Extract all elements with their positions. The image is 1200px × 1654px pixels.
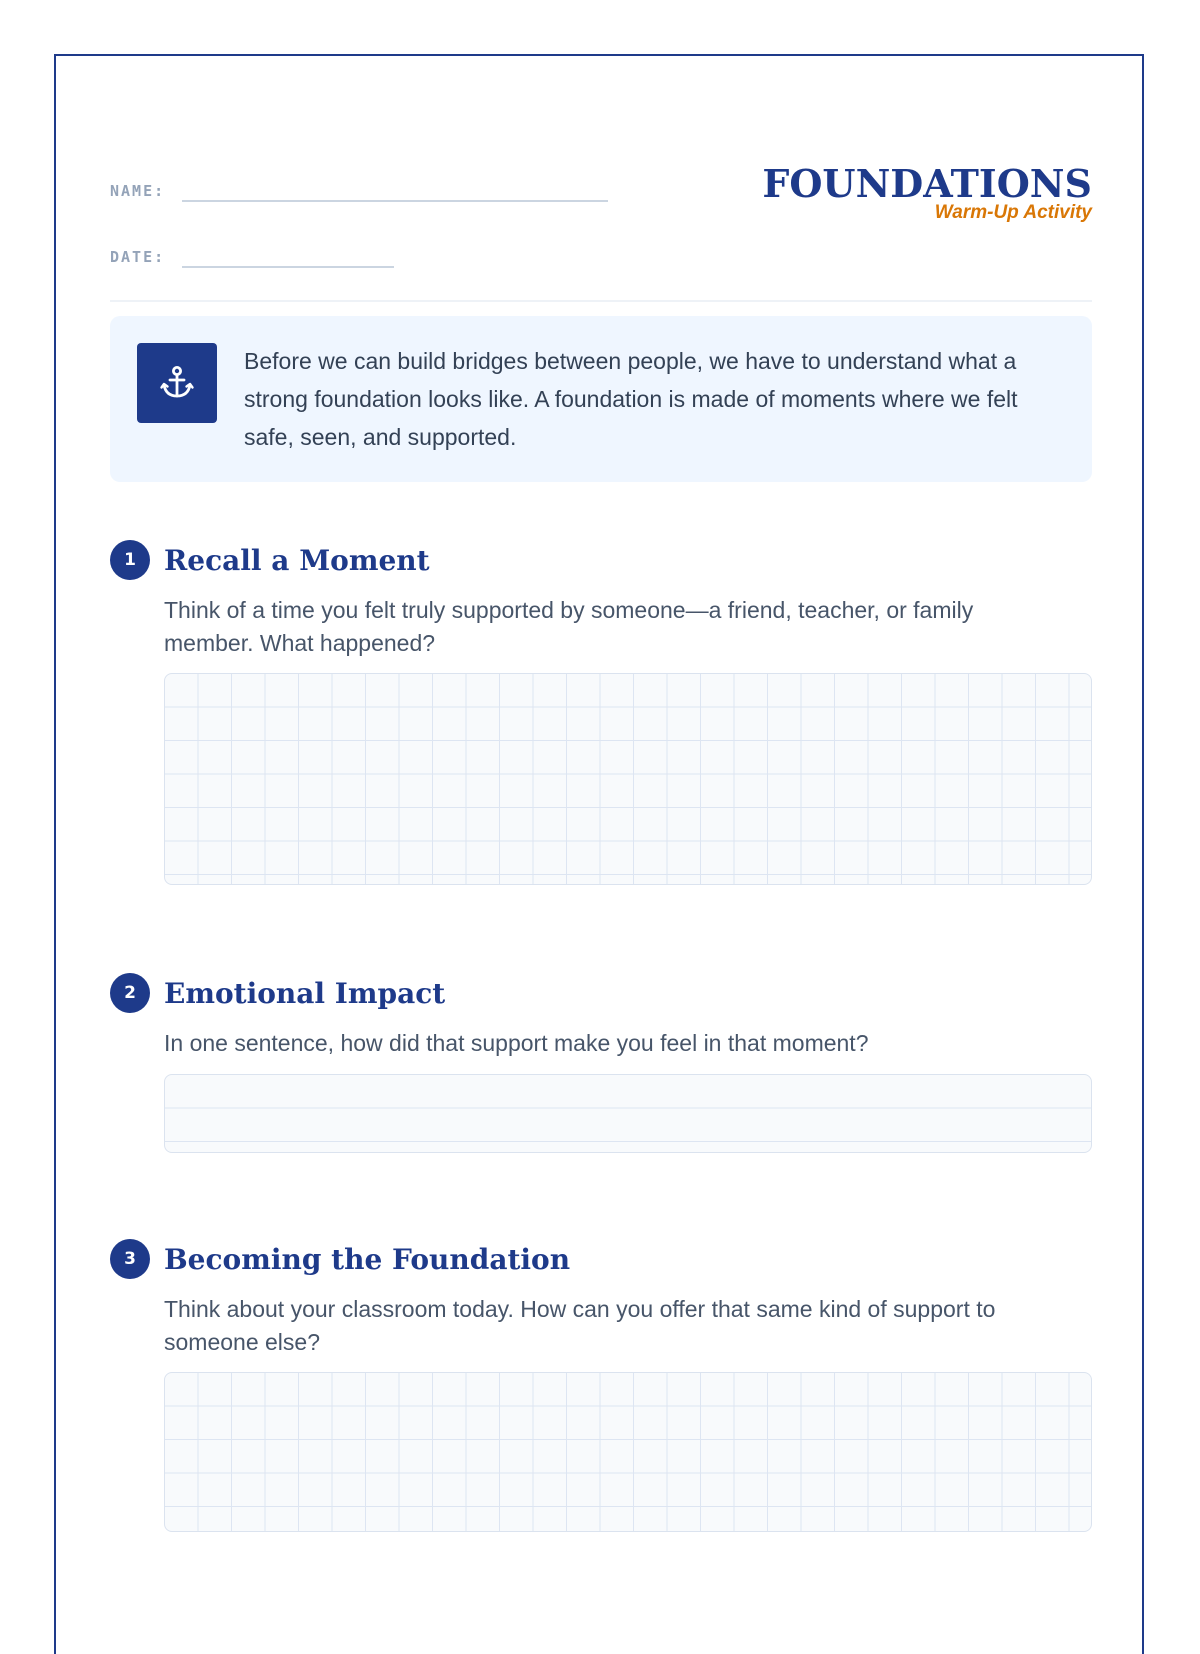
section-becoming-the-foundation bbox=[110, 1239, 1092, 1359]
section-emotional-impact bbox=[110, 973, 1092, 1060]
section-title: Becoming the Foundation bbox=[164, 1242, 571, 1276]
name-field-row bbox=[110, 176, 608, 202]
section-header bbox=[110, 540, 1092, 580]
header-divider bbox=[110, 300, 1092, 302]
date-input-line[interactable] bbox=[182, 242, 394, 268]
section-prompt: Think of a time you felt truly supported by someone—a friend, teacher, or family member. What happened? bbox=[164, 597, 974, 656]
anchor-icon bbox=[157, 363, 197, 403]
intro-text: Before we can build bridges between people, we have to understand what a strong foundation looks like. A foundation is made of moments where we felt safe, seen, and supported. bbox=[244, 348, 1018, 450]
section-prompt: Think about your classroom today. How can you offer that same kind of support to someone else? bbox=[164, 1296, 996, 1355]
section-prompt: In one sentence, how did that support make you feel in that moment? bbox=[164, 1030, 869, 1056]
section-title: Recall a Moment bbox=[164, 543, 430, 577]
section-header bbox=[110, 973, 1092, 1013]
date-field-row bbox=[110, 242, 394, 268]
worksheet-subtitle: Warm-Up Activity bbox=[934, 202, 1092, 223]
intro-callout bbox=[110, 316, 1092, 482]
name-label: NAME: bbox=[110, 182, 166, 200]
answer-box-recall[interactable] bbox=[164, 673, 1092, 885]
section-title: Emotional Impact bbox=[164, 976, 446, 1010]
date-label: DATE: bbox=[110, 248, 166, 266]
section-recall-a-moment bbox=[110, 540, 1092, 660]
name-input-line[interactable] bbox=[182, 176, 608, 202]
section-number-badge: 1 bbox=[110, 540, 150, 580]
worksheet-brand bbox=[762, 161, 1092, 224]
answer-box-becoming-foundation[interactable] bbox=[164, 1372, 1092, 1532]
worksheet-title: FOUNDATIONS bbox=[762, 161, 1092, 206]
worksheet-page bbox=[54, 54, 1144, 1654]
worksheet-header bbox=[110, 110, 1092, 300]
section-number-badge: 2 bbox=[110, 973, 150, 1013]
section-header bbox=[110, 1239, 1092, 1279]
answer-box-emotional-impact[interactable] bbox=[164, 1074, 1092, 1153]
section-number-badge: 3 bbox=[110, 1239, 150, 1279]
intro-icon-box bbox=[137, 343, 217, 423]
